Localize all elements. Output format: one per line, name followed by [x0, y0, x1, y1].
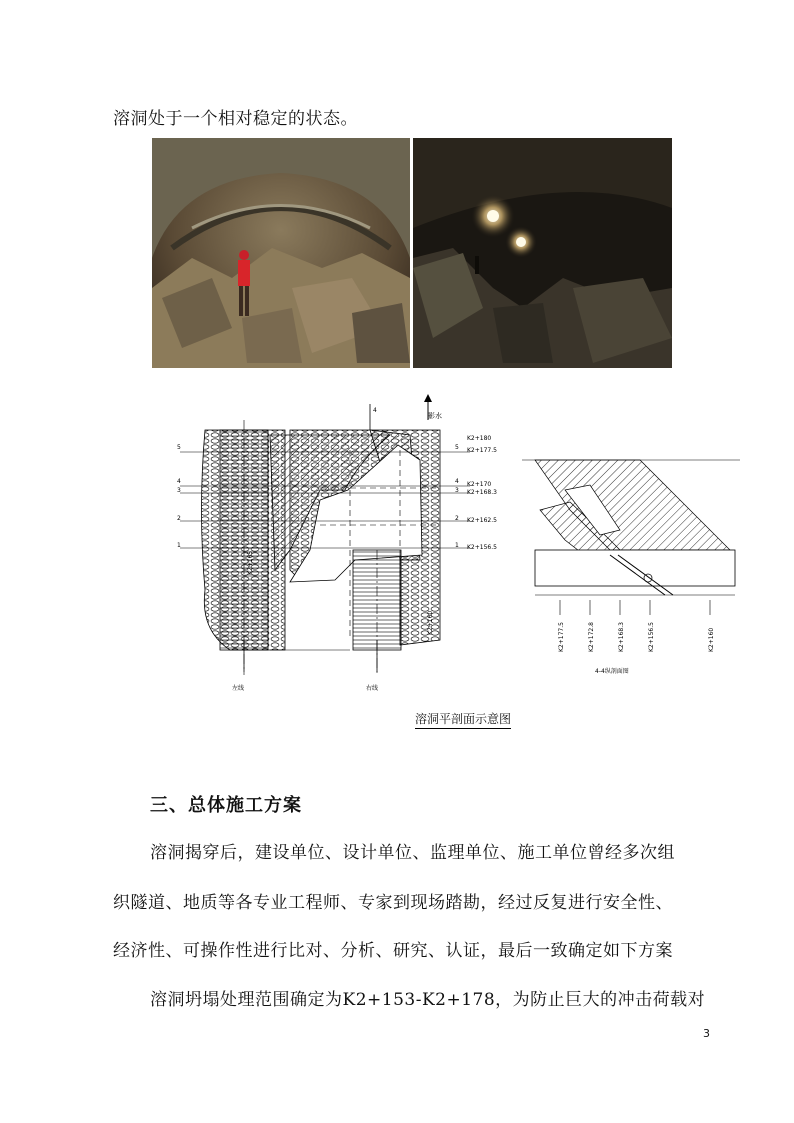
plan-station-label: K2+180: [467, 435, 492, 442]
plan-station-label: K2+177.5: [467, 447, 497, 454]
plan-station-label: K2+170: [467, 481, 492, 488]
section-caption: 4-4纵剖面图: [595, 668, 629, 675]
plan-inner-label: K2+160: [427, 610, 434, 635]
intro-text: 溶洞处于一个相对稳定的状态。: [113, 109, 358, 129]
section-station-label: K2+177.5: [558, 622, 565, 652]
section-station-label: K2+156.5: [648, 622, 655, 652]
cave-plan-section-diagram: [170, 390, 750, 730]
plan-left-number-4: 4: [177, 478, 181, 485]
plan-left-number-2: 2: [177, 515, 181, 522]
plan-station-label: K2+168.3: [467, 489, 497, 496]
plan-left-number-3: 3: [177, 487, 181, 494]
plan-station-label: K2+156.5: [467, 544, 497, 551]
paragraph-line: 织隧道、地质等各专业工程师、专家到现场踏勘，经过反复进行安全性、: [113, 893, 673, 913]
section-station-label: K2+160: [708, 627, 715, 652]
section-heading: 三、总体施工方案: [150, 795, 302, 816]
longitudinal-section: [522, 460, 740, 615]
plan-right-number-2: 2: [455, 515, 459, 522]
page-number: 3: [703, 1027, 710, 1040]
direction-label: 影水: [428, 412, 442, 420]
plan-left-number-5: 5: [177, 444, 181, 451]
plan-center-label: K2+165: [247, 550, 254, 575]
section-station-label: K2+172.8: [588, 622, 595, 652]
cave-interior-photo: [413, 138, 672, 368]
plan-right-number-1: 1: [455, 542, 459, 549]
plan-right-number-4: 4: [455, 478, 459, 485]
paragraph-line: 溶洞坍塌处理范围确定为K2+153-K2+178，为防止巨大的冲击荷载对: [150, 990, 706, 1010]
paragraph-line: 溶洞揭穿后，建设单位、设计单位、监理单位、施工单位曾经多次组: [150, 843, 675, 863]
plan-bottom-right-label: 右线: [366, 685, 379, 692]
plan-right-number-3: 3: [455, 487, 459, 494]
plan-left-number-1: 1: [177, 542, 181, 549]
section-station-label: K2+168.3: [618, 622, 625, 652]
diagram-caption: 溶洞平剖面示意图: [415, 710, 511, 729]
plan-right-number-5: 5: [455, 444, 459, 451]
paragraph-line: 经济性、可操作性进行比对、分析、研究、认证，最后一致确定如下方案: [113, 941, 673, 961]
plan-station-label: K2+162.5: [467, 517, 497, 524]
section-marker-top: 4: [373, 407, 377, 414]
plan-bottom-left-label: 左线: [232, 685, 245, 692]
cave-collapse-photo: [152, 138, 410, 368]
